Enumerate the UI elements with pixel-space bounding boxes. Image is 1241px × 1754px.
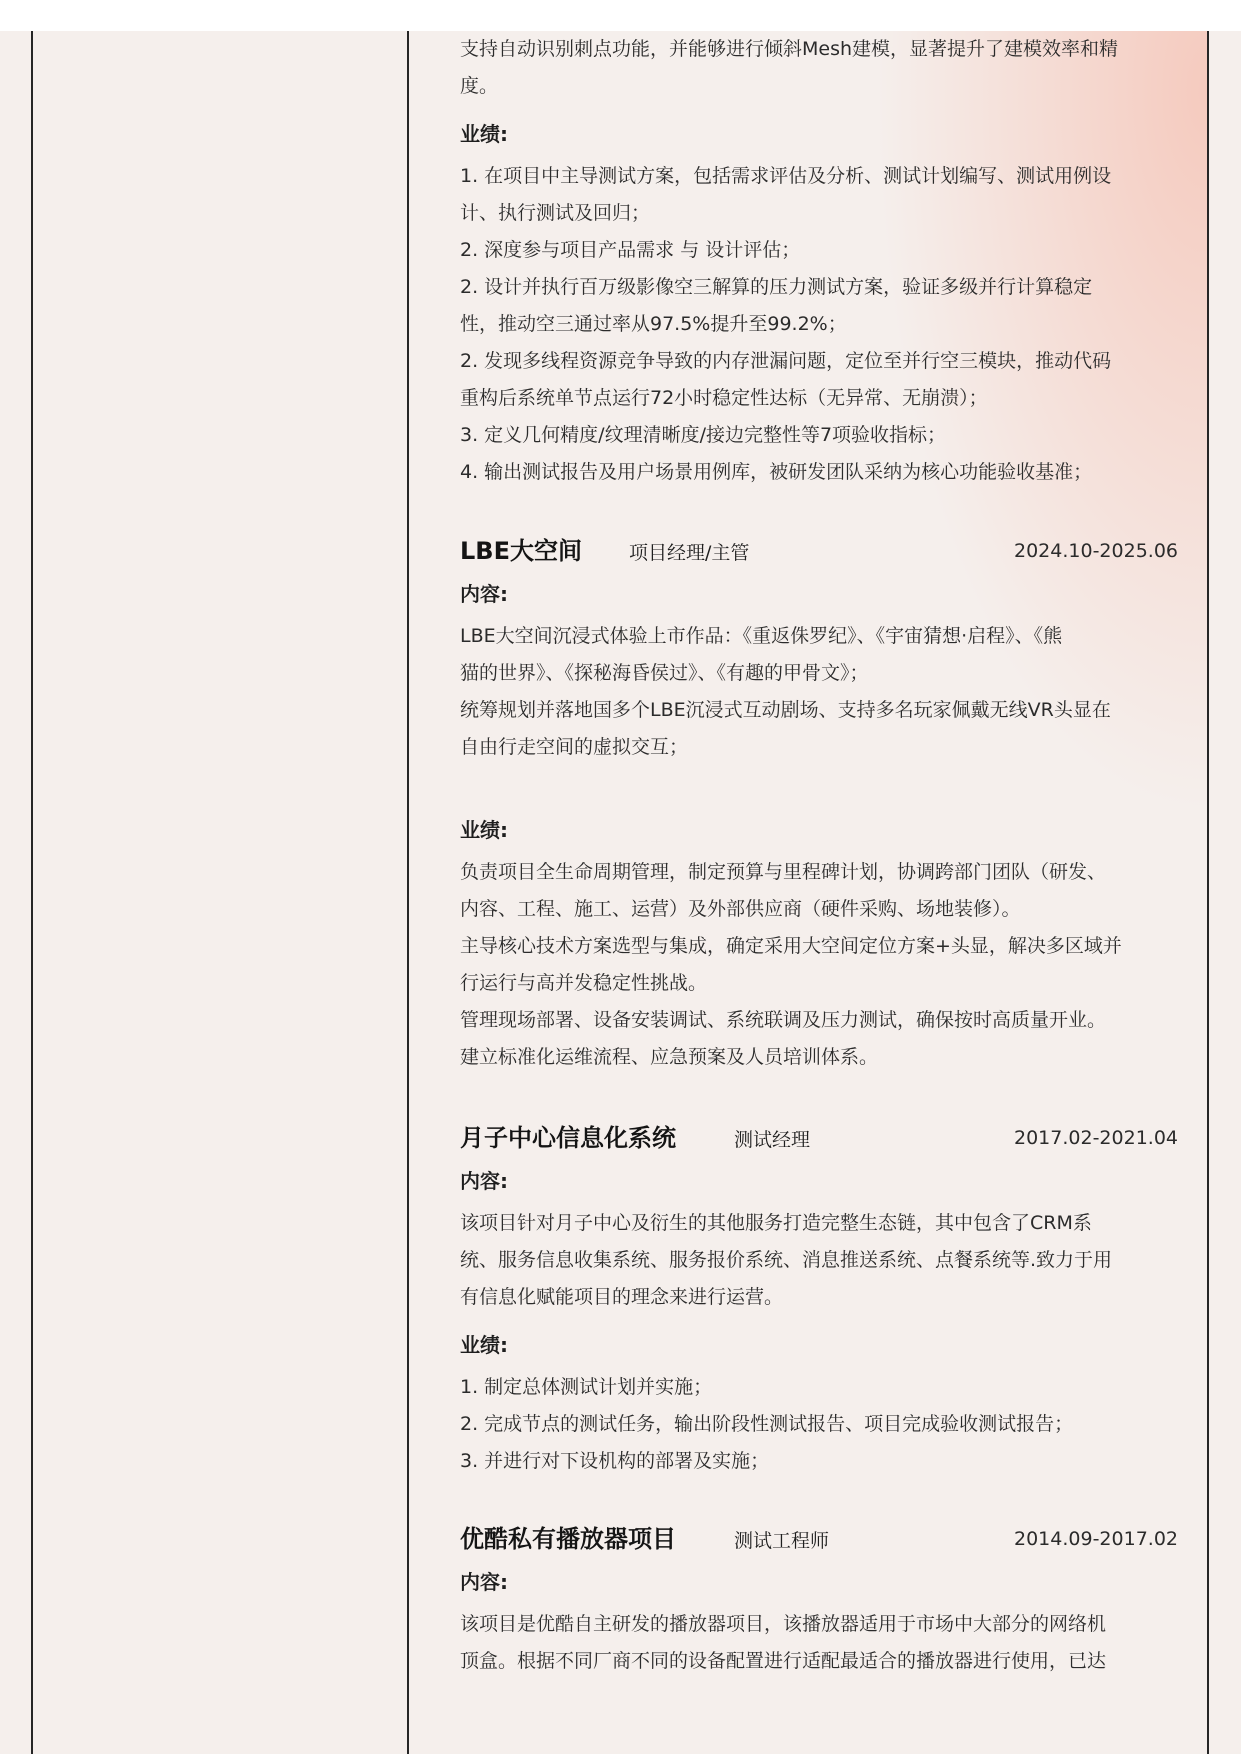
column-divider: [407, 31, 409, 1754]
content-line: 自由行走空间的虚拟交互；: [460, 736, 689, 758]
list-item: 1. 在项目中主导测试方案，包括需求评估及分析、测试计划编写、测试用例设: [460, 165, 1112, 187]
list-item: 2. 完成节点的测试任务，输出阶段性测试报告、项目完成验收测试报告；: [460, 1413, 1074, 1435]
experience-section: [460, 31, 1178, 1680]
project-name: 优酷私有播放器项目: [460, 1525, 676, 1553]
list-item: 重构后系统单节点运行72小时稳定性达标（无异常、无崩溃）；: [460, 387, 988, 409]
achievements-list: [460, 158, 1160, 491]
content-text: [460, 1606, 1160, 1680]
project-header: [460, 1118, 1178, 1158]
content-line: 该项目是优酷自主研发的播放器项目，该播放器适用于市场中大部分的网络机: [460, 1613, 1107, 1635]
list-item: 建立标准化运维流程、应急预案及人员培训体系。: [460, 1046, 879, 1068]
content-label: 内容:: [460, 582, 508, 606]
project-header: [460, 1519, 1178, 1559]
list-item: 3. 定义几何精度/纹理清晰度/接边完整性等7项验收指标；: [460, 424, 947, 446]
frame-right-border: [1207, 31, 1209, 1754]
content-line: 猫的世界》、《探秘海昏侯过》、《有趣的甲骨文》；: [460, 662, 869, 684]
content-line: LBE大空间沉浸式体验上市作品：《重返侏罗纪》、《宇宙猜想·启程》、《熊: [460, 625, 1063, 647]
achievements-list: [460, 854, 1160, 1076]
intro-line: 度。: [460, 75, 499, 97]
list-item: 4. 输出测试报告及用户场景用例库，被研发团队采纳为核心功能验收基准；: [460, 461, 1093, 483]
project-header: [460, 531, 1178, 571]
intro-line: 支持自动识别刺点功能，并能够进行倾斜Mesh建模，显著提升了建模效率和精: [460, 38, 1119, 60]
project-entry: [460, 1118, 1178, 1480]
intro-block: [460, 31, 1160, 491]
achievements-list: [460, 1369, 1160, 1480]
achievements-label: 业绩:: [460, 122, 508, 146]
content-label: 内容:: [460, 1169, 508, 1193]
project-date: 2017.02-2021.04: [1014, 1127, 1178, 1149]
project-date: 2024.10-2025.06: [1014, 540, 1178, 562]
content-line: 顶盒。根据不同厂商不同的设备配置进行适配最适合的播放器进行使用，已达: [460, 1650, 1107, 1672]
achievements-label: 业绩:: [460, 818, 508, 842]
list-item: 2. 发现多线程资源竞争导致的内存泄漏问题，定位至并行空三模块，推动代码: [460, 350, 1112, 372]
project-role: 测试工程师: [734, 1530, 830, 1552]
frame-left-border: [31, 31, 33, 1754]
list-item: 行运行与高并发稳定性挑战。: [460, 972, 708, 994]
content-label: 内容:: [460, 1570, 508, 1594]
list-item: 3. 并进行对下设机构的部署及实施；: [460, 1450, 770, 1472]
list-item: 2. 设计并执行百万级影像空三解算的压力测试方案，验证多级并行计算稳定: [460, 276, 1093, 298]
project-name: 月子中心信息化系统: [460, 1124, 676, 1152]
list-item: 内容、工程、施工、运营）及外部供应商（硬件采购、场地装修）。: [460, 898, 1021, 920]
project-role: 测试经理: [734, 1129, 811, 1151]
content-line: 统、服务信息收集系统、服务报价系统、消息推送系统、点餐系统等.致力于用: [460, 1249, 1113, 1271]
list-item: 性，推动空三通过率从97.5%提升至99.2%；: [460, 313, 847, 335]
content-text: [460, 1205, 1160, 1316]
content-text: [460, 618, 1160, 766]
list-item: 管理现场部署、设备安装调试、系统联调及压力测试，确保按时高质量开业。: [460, 1009, 1107, 1031]
achievements-label: 业绩:: [460, 1333, 508, 1357]
page-top-margin: [0, 0, 1241, 31]
content-line: 该项目针对月子中心及衍生的其他服务打造完整生态链，其中包含了CRM系: [460, 1212, 1092, 1234]
list-item: 2. 深度参与项目产品需求 与 设计评估；: [460, 239, 801, 261]
project-entry: [460, 531, 1178, 1076]
list-item: 1. 制定总体测试计划并实施；: [460, 1376, 713, 1398]
project-entry: [460, 1519, 1178, 1680]
list-item: 负责项目全生命周期管理，制定预算与里程碑计划，协调跨部门团队（研发、: [460, 861, 1107, 883]
content-line: 统筹规划并落地国多个LBE沉浸式互动剧场、支持多名玩家佩戴无线VR头显在: [460, 699, 1111, 721]
list-item: 计、执行测试及回归；: [460, 202, 651, 224]
project-role: 项目经理/主管: [629, 542, 750, 564]
project-name: LBE大空间: [460, 537, 582, 565]
project-date: 2014.09-2017.02: [1014, 1528, 1178, 1550]
content-line: 有信息化赋能项目的理念来进行运营。: [460, 1286, 784, 1308]
list-item: 主导核心技术方案选型与集成，确定采用大空间定位方案+头显，解决多区域并: [460, 935, 1122, 957]
